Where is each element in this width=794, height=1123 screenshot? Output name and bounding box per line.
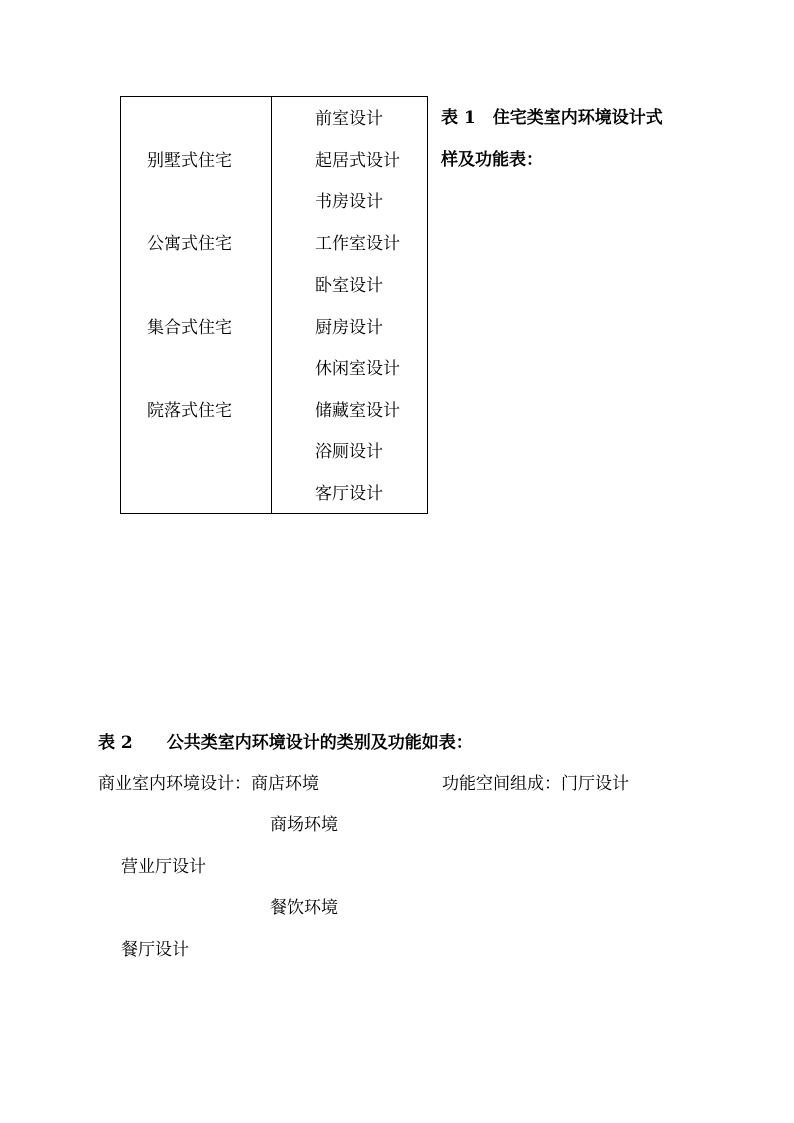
table1-caption-line2: 样及功能表： — [441, 150, 543, 170]
room-design-storage: 储藏室设计 — [315, 401, 400, 421]
room-design-studio: 工作室设计 — [315, 234, 400, 254]
housing-type-apartment: 公寓式住宅 — [147, 234, 232, 254]
room-design-leisure: 休闲室设计 — [315, 359, 400, 379]
room-design-kitchen: 厨房设计 — [315, 318, 383, 338]
housing-type-courtyard: 院落式住宅 — [147, 401, 232, 421]
housing-design-table — [120, 96, 428, 514]
table-column-divider — [271, 97, 272, 513]
room-design-vestibule: 前室设计 — [315, 109, 383, 129]
restaurant-design: 餐厅设计 — [121, 940, 189, 960]
housing-type-villa: 别墅式住宅 — [147, 151, 232, 171]
mall-environment: 商场环境 — [270, 815, 338, 835]
table2-caption: 表 2 公共类室内环境设计的类别及功能如表： — [98, 733, 473, 753]
room-design-living: 起居式设计 — [315, 151, 400, 171]
table1-caption-line1: 表 1 住宅类室内环境设计式 — [441, 108, 663, 128]
dining-environment: 餐饮环境 — [270, 898, 338, 918]
room-design-bedroom: 卧室设计 — [315, 276, 383, 296]
functional-space-label: 功能空间组成：门厅设计 — [442, 774, 629, 794]
room-design-bathroom: 浴厕设计 — [315, 442, 383, 462]
business-hall-design: 营业厅设计 — [121, 857, 206, 877]
room-design-parlor: 客厅设计 — [315, 484, 383, 504]
commercial-interior-label: 商业室内环境设计：商店环境 — [98, 774, 319, 794]
room-design-study: 书房设计 — [315, 192, 383, 212]
housing-type-collective: 集合式住宅 — [147, 318, 232, 338]
